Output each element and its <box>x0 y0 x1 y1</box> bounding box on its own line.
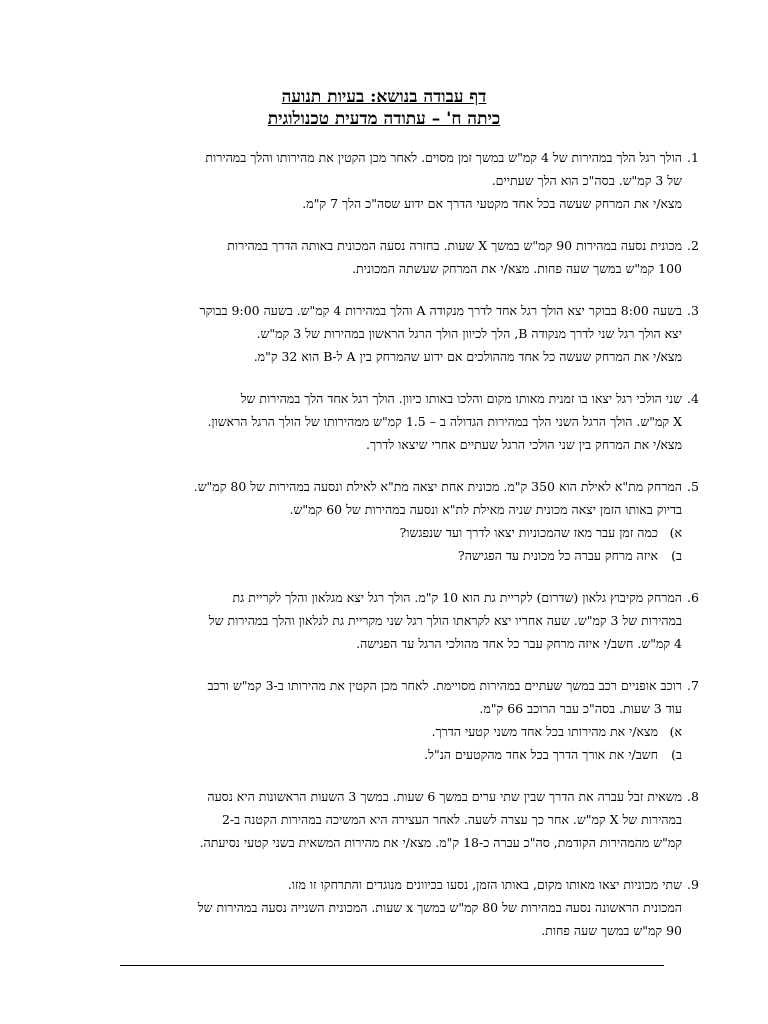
problem-number: .9 <box>687 877 699 892</box>
sub-question-text: כמה זמן עבר מאז שהמכוניות יצאו לדרך ועד שנפגשו? <box>399 525 658 540</box>
problem-text-line: עוד 3 שעות. בסה"כ עבר הרוכב 66 ק"מ. <box>479 701 682 716</box>
problem-text-line: 90 קמ"ש במשך שעה פחות. <box>541 923 682 938</box>
problem-item <box>92 299 699 368</box>
problem-text-line: משאית זבל עברה את הדרך שבין שתי ערים במשך 6 שעות. במשך 3 השעות הראשונות היא נסעה <box>207 789 682 804</box>
sub-question-letter: א) <box>669 724 682 739</box>
problem-text-line: שני הולכי רגל יצאו בו זמנית מאותו מקום והלכו באותו כיוון. הולך רגל אחד הלך במהירות של <box>240 391 682 406</box>
problem-text-line: מכונית נסעה במהירות 90 קמ"ש במשך X שעות. בחזרה נסעה המכונית באותה הדרך במהירות <box>227 238 682 253</box>
problem-item <box>92 674 699 766</box>
problem-number: .5 <box>687 479 699 494</box>
problem-text-line: מצא/י את המרחק שעשה בכל אחד מקטעי הדרך אם ידוע שסה"כ הלך 7 ק"מ. <box>302 196 682 211</box>
problem-item <box>92 475 699 567</box>
sub-question-text: מצא/י את מהירותו בכל אחד משני קטעי הדרך. <box>431 724 658 739</box>
problem-item <box>92 785 699 854</box>
problem-text-line: מצא/י את המרחק שעשה כל אחד מההולכים אם ידוע שהמרחק בין A ל-B הוא 32 ק"מ. <box>253 349 682 364</box>
problem-text-line: במהירות של X קמ"ש. אחר כך עצרה לשעה. לאחר העצירה היא המשיכה במהירות הקטנה ב-2 <box>221 812 682 827</box>
footer-divider <box>120 965 664 966</box>
problem-text-line: קמ"ש מהמהירות הקודמת, סה"כ עברה כ-18 ק"מ. מצא/י את מהירות המשאית בשני קטעי נסיעתה. <box>199 835 682 850</box>
problem-item <box>92 586 699 655</box>
problem-text-line: 4 קמ"ש. חשב/י איזה מרחק עבר כל אחד מהולכי הרגל עד הפגישה. <box>356 636 682 651</box>
problem-text-line: יצא הולך רגל שני לדרך מנקודה B, הלך לכיוון הולך הרגל הראשון במהירות של 3 קמ"ש. <box>256 326 682 341</box>
problem-text-line: X קמ"ש. הולך הרגל השני הלך במהירות הגדולה ב – 1.5 קמ"ש ממהירותו של הולך הרגל הראשון. <box>207 414 682 429</box>
sub-question <box>92 544 682 567</box>
problem-text-line: המרחק מקיבוץ גלאון (שדרום) לקריית גת הוא 10 ק"מ. הולך רגל יצא מגלאון והלך לקריית גת <box>232 590 682 605</box>
problem-text-line: המכונית הראשונה נסעה במהירות של 80 קמ"ש במשך x שעות. המכונית השנייה נסעה במהירות של <box>197 900 682 915</box>
problem-text-line: המרחק מת"א לאילת הוא 350 ק"מ. מכונית אחת יצאה מת"א לאילת ונסעה במהירות של 80 קמ"ש. <box>193 479 682 494</box>
sub-question-text: חשב/י את אורך הדרך בכל אחד מהקטעים הנ"ל. <box>424 747 658 762</box>
title-block <box>0 86 768 130</box>
problem-text-line: במהירות של 3 קמ"ש. שעה אחריו יצא לקראתו הולך רגל שני מקריית גת לגלאון והלך במהירות של <box>208 613 682 628</box>
problem-number: .7 <box>687 678 699 693</box>
problem-text-line: של 3 קמ"ש. בסה"כ הוא הלך שעתיים. <box>491 173 682 188</box>
page-title: דף עבודה בנושא: בעיות תנועה <box>281 87 487 107</box>
problem-text-line: 100 קמ"ש במשך שעה פחות. מצא/י את המרחק שעשתה המכונית. <box>352 261 682 276</box>
problem-number: .2 <box>687 238 699 253</box>
problem-number: .4 <box>687 391 699 406</box>
problem-text-line: שתי מכוניות יצאו מאותו מקום, באותו הזמן, נסעו בכיוונים מנוגדים והתרחקו זו מזו. <box>287 877 682 892</box>
problem-text-line: רוכב אופניים רכב במשך שעתיים במהירות מסויימת. לאחר מכן הקטין את מהירותו ב-3 קמ"ש ורכב <box>207 678 682 693</box>
problem-item <box>92 234 699 280</box>
sub-question-letter: ב) <box>671 747 682 762</box>
sub-question <box>92 743 682 766</box>
sub-question-text: איזה מרחק עברה כל מכונית עד הפגישה? <box>458 548 658 563</box>
problem-text-line: מצא/י את המרחק בין שני הולכי הרגל שעתיים אחרי שיצאו לדרך. <box>366 437 682 452</box>
problem-list <box>92 146 699 961</box>
sub-question-letter: ב) <box>671 548 682 563</box>
problem-number: .3 <box>687 303 699 318</box>
problem-number: .8 <box>687 789 699 804</box>
problem-text-line: הולך רגל הלך במהירות של 4 קמ"ש במשך זמן מסוים. לאחר מכן הקטין את מהירותו והלך במהירות <box>205 150 682 165</box>
sub-question <box>92 720 682 743</box>
problem-item <box>92 146 699 215</box>
problem-item <box>92 387 699 456</box>
problem-number: .6 <box>687 590 699 605</box>
page-subtitle: כיתה ח' – עתודה מדעית טכנולוגית <box>267 109 501 129</box>
problem-text-line: בדיוק באותו הזמן יצאה מכונית שניה מאילת לת"א ונסעה במהירות של 60 קמ"ש. <box>289 502 682 517</box>
problem-number: .1 <box>687 150 699 165</box>
sub-question <box>92 521 682 544</box>
problem-item <box>92 873 699 942</box>
problem-text-line: בשעה 8:00 בבוקר יצא הולך רגל אחד לדרך מנקודה A והלך במהירות 4 קמ"ש. בשעה 9:00 בבוקר <box>199 303 682 318</box>
sub-question-letter: א) <box>669 525 682 540</box>
